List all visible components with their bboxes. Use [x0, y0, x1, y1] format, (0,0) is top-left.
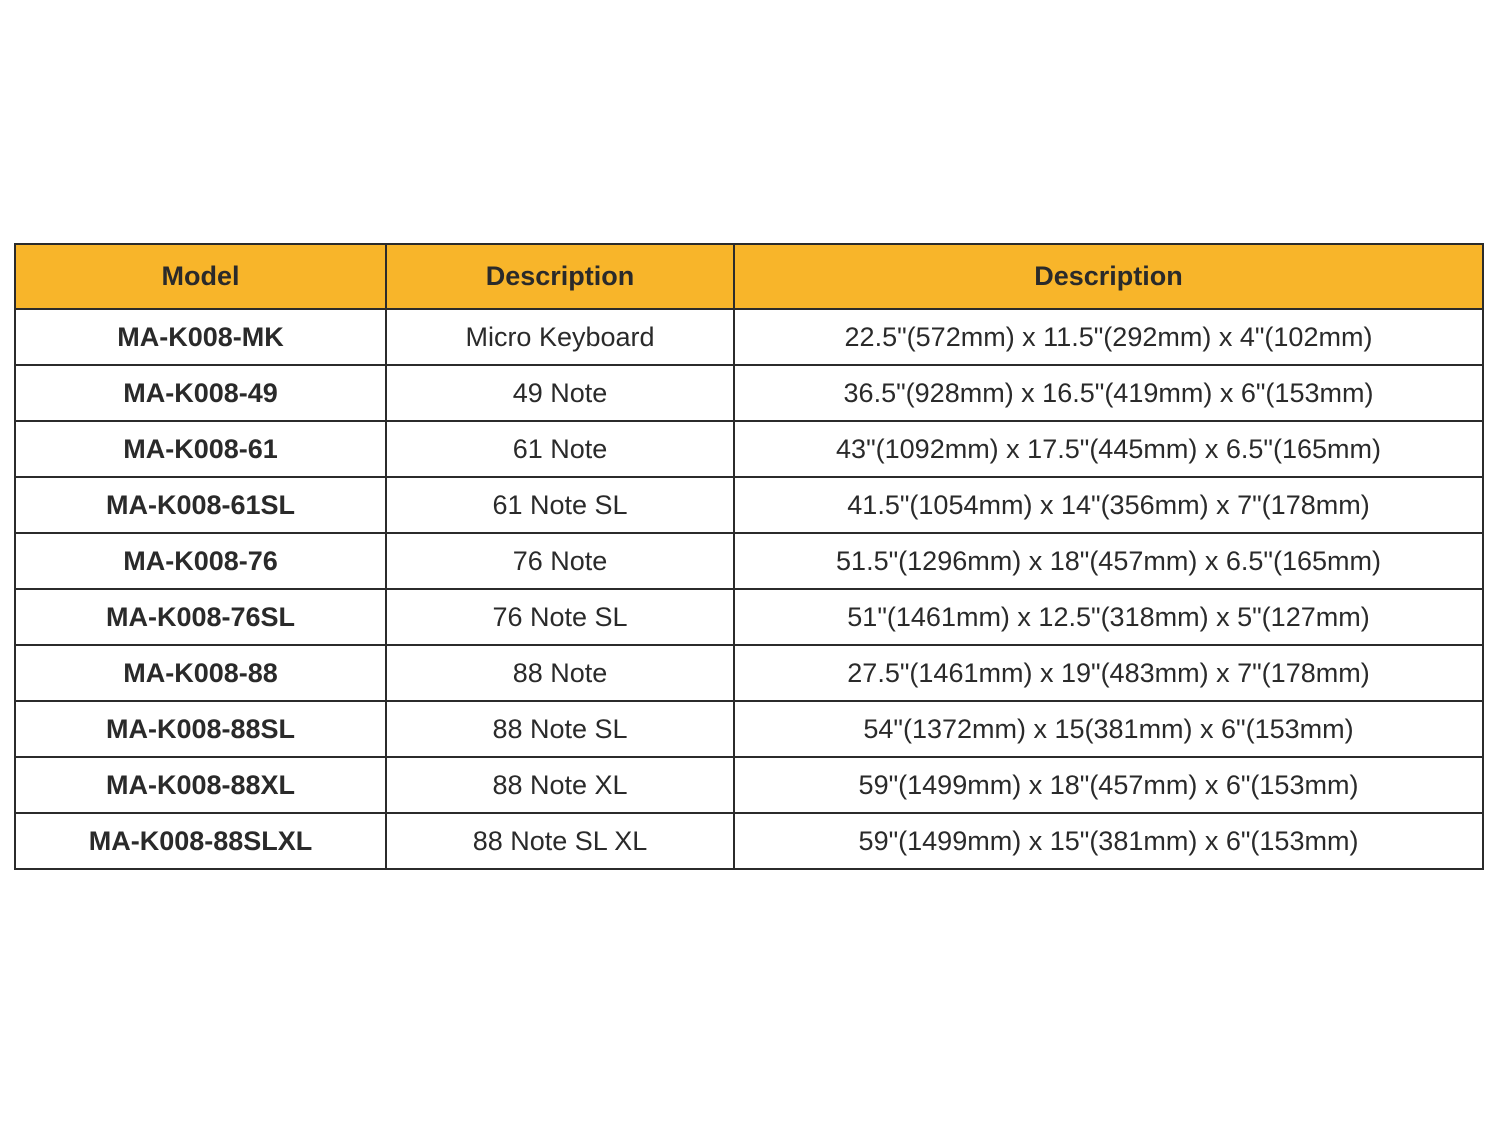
table-header-row: [15, 244, 1483, 309]
description-cell: 88 Note XL: [386, 757, 734, 813]
table-row: [15, 701, 1483, 757]
dimensions-cell: 54"(1372mm) x 15(381mm) x 6"(153mm): [734, 701, 1483, 757]
description-cell: 88 Note: [386, 645, 734, 701]
dimensions-cell: 27.5"(1461mm) x 19"(483mm) x 7"(178mm): [734, 645, 1483, 701]
table-row: [15, 645, 1483, 701]
dimensions-cell: 43"(1092mm) x 17.5"(445mm) x 6.5"(165mm): [734, 421, 1483, 477]
description-cell: 61 Note SL: [386, 477, 734, 533]
model-cell: MA-K008-76: [15, 533, 386, 589]
table-row: [15, 813, 1483, 869]
column-header-description: Description: [386, 244, 734, 309]
dimensions-cell: 59"(1499mm) x 18"(457mm) x 6"(153mm): [734, 757, 1483, 813]
model-cell: MA-K008-88XL: [15, 757, 386, 813]
model-cell: MA-K008-76SL: [15, 589, 386, 645]
table-row: [15, 757, 1483, 813]
model-cell: MA-K008-88SL: [15, 701, 386, 757]
description-cell: 49 Note: [386, 365, 734, 421]
description-cell: 61 Note: [386, 421, 734, 477]
table-row: [15, 309, 1483, 365]
spec-table: [14, 243, 1484, 870]
model-cell: MA-K008-61: [15, 421, 386, 477]
model-cell: MA-K008-88: [15, 645, 386, 701]
description-cell: Micro Keyboard: [386, 309, 734, 365]
dimensions-cell: 36.5"(928mm) x 16.5"(419mm) x 6"(153mm): [734, 365, 1483, 421]
model-cell: MA-K008-61SL: [15, 477, 386, 533]
description-cell: 76 Note: [386, 533, 734, 589]
table-row: [15, 589, 1483, 645]
column-header-model: Model: [15, 244, 386, 309]
description-cell: 88 Note SL XL: [386, 813, 734, 869]
description-cell: 76 Note SL: [386, 589, 734, 645]
dimensions-cell: 51"(1461mm) x 12.5"(318mm) x 5"(127mm): [734, 589, 1483, 645]
model-cell: MA-K008-49: [15, 365, 386, 421]
dimensions-cell: 41.5"(1054mm) x 14"(356mm) x 7"(178mm): [734, 477, 1483, 533]
description-cell: 88 Note SL: [386, 701, 734, 757]
model-cell: MA-K008-MK: [15, 309, 386, 365]
dimensions-cell: 51.5"(1296mm) x 18"(457mm) x 6.5"(165mm): [734, 533, 1483, 589]
table-row: [15, 365, 1483, 421]
table-row: [15, 533, 1483, 589]
table-row: [15, 477, 1483, 533]
model-cell: MA-K008-88SLXL: [15, 813, 386, 869]
table-row: [15, 421, 1483, 477]
dimensions-cell: 22.5"(572mm) x 11.5"(292mm) x 4"(102mm): [734, 309, 1483, 365]
dimensions-cell: 59"(1499mm) x 15"(381mm) x 6"(153mm): [734, 813, 1483, 869]
column-header-dimensions: Description: [734, 244, 1483, 309]
